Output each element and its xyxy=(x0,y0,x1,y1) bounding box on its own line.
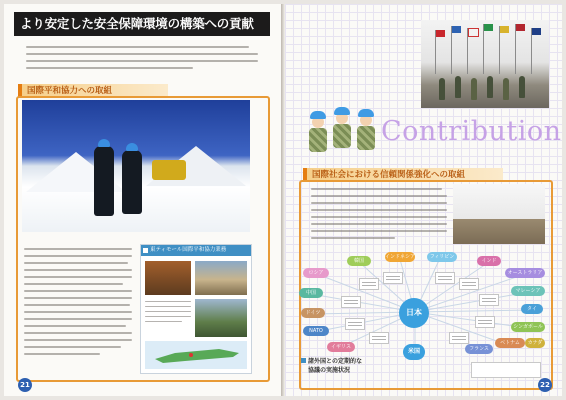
country-node: カナダ xyxy=(525,338,545,348)
contribution-heading: Contribution xyxy=(381,116,562,147)
section-heading-trust-building: 国際社会における信頼関係強化への取組 xyxy=(303,168,503,182)
country-node: ロシア xyxy=(303,268,329,278)
snow-operations-photo xyxy=(22,100,250,232)
us-node: 米国 xyxy=(403,344,425,360)
peace-cooperation-paragraph xyxy=(24,248,132,360)
country-node: オーストラリア xyxy=(505,268,545,278)
diagram-note xyxy=(471,362,541,378)
peacekeeper-illustration xyxy=(355,108,377,152)
left-page xyxy=(4,4,282,396)
brochure-spread xyxy=(4,4,562,396)
country-node: 中国 xyxy=(299,288,323,298)
country-node: フィリピン xyxy=(427,252,457,262)
country-node: イギリス xyxy=(327,342,355,352)
japan-hub: 日本 xyxy=(399,298,429,328)
peacekeeper-illustration xyxy=(331,106,353,150)
country-node: タイ xyxy=(521,304,543,314)
diagram-legend xyxy=(301,356,362,374)
country-node: ベトナム xyxy=(495,338,525,348)
country-node: 韓国 xyxy=(347,256,371,266)
inset-photo-locals xyxy=(145,261,191,295)
country-node: ドイツ xyxy=(301,308,325,318)
intro-paragraph xyxy=(26,46,258,74)
inset-text xyxy=(145,301,191,326)
legend-line-2: 協議の実施状況 xyxy=(308,367,351,374)
peacekeeper-illustration xyxy=(307,110,329,154)
trust-building-paragraph xyxy=(311,188,447,244)
country-node: NATO xyxy=(303,326,329,336)
east-timor-map xyxy=(145,341,247,369)
country-node: シンガポール xyxy=(511,322,545,332)
legend-line-1: 諸外国との定期的な xyxy=(308,358,363,365)
page-number-right: 22 xyxy=(538,378,552,392)
inset-photo-vehicle xyxy=(195,299,247,337)
conference-photo xyxy=(453,184,545,244)
bilateral-dialogue-diagram xyxy=(299,252,545,360)
east-timor-inset xyxy=(140,244,252,374)
right-page xyxy=(285,4,562,396)
country-node: フランス xyxy=(465,344,493,354)
country-node: マレーシア xyxy=(511,286,545,296)
flag-ceremony-photo xyxy=(421,20,549,108)
section-heading-peace-cooperation: 国際平和協力への取組 xyxy=(18,84,168,98)
inset-photo-road xyxy=(195,261,247,295)
country-node: インドネシア xyxy=(385,254,415,260)
page-number-left: 21 xyxy=(18,378,32,392)
country-node: インド xyxy=(477,256,501,266)
page-title: より安定した安全保障環境の構築への貢献 xyxy=(14,12,270,36)
inset-heading: 東ティモール国際平和協力業務 xyxy=(141,245,251,256)
